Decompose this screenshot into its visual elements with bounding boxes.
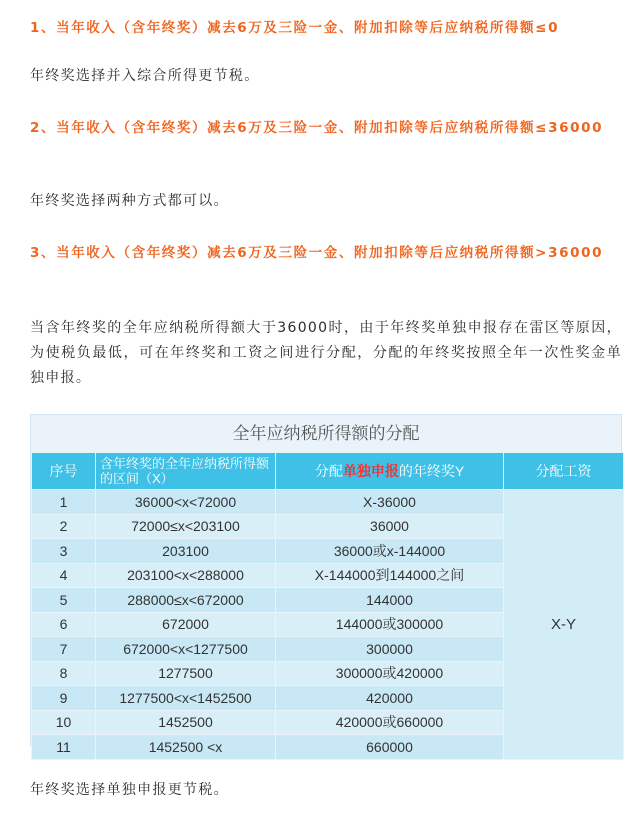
cell-bonus: 36000 — [276, 514, 504, 539]
header-bonus — [276, 453, 504, 490]
cell-range: 72000≤x<203100 — [96, 514, 276, 539]
allocation-table — [31, 452, 624, 760]
cell-index: 1 — [32, 490, 96, 515]
paragraph-case-1: 年终奖选择并入综合所得更节税。 — [30, 68, 260, 84]
cell-bonus: X-144000到144000之间 — [276, 563, 504, 588]
cell-index: 8 — [32, 661, 96, 686]
cell-index: 2 — [32, 514, 96, 539]
cell-bonus: 660000 — [276, 735, 504, 760]
cell-index: 4 — [32, 563, 96, 588]
allocation-table-image — [30, 414, 622, 755]
cell-range: 36000<x<72000 — [96, 490, 276, 515]
cell-index: 9 — [32, 686, 96, 711]
cell-range: 288000≤x<672000 — [96, 588, 276, 613]
cell-bonus: 300000或420000 — [276, 661, 504, 686]
header-bonus-prefix: 分配 — [314, 463, 343, 479]
cell-index: 11 — [32, 735, 96, 760]
table-row — [32, 490, 624, 515]
cell-range: 672000<x<1277500 — [96, 637, 276, 662]
cell-index: 6 — [32, 612, 96, 637]
cell-bonus: 300000 — [276, 637, 504, 662]
paragraph-case-3: 当含年终奖的全年应纳税所得额大于36000时，由于年终奖单独申报存在雷区等原因，为使税负最低，可在年终奖和工资之间进行分配，分配的年终奖按照全年一次性奖金单独申报。 — [30, 320, 622, 386]
cell-bonus: 420000 — [276, 686, 504, 711]
cell-range: 1277500<x<1452500 — [96, 686, 276, 711]
cell-bonus: 36000或x-144000 — [276, 539, 504, 564]
cell-bonus: 144000 — [276, 588, 504, 613]
cell-bonus: X-36000 — [276, 490, 504, 515]
cell-range: 203100 — [96, 539, 276, 564]
table-title: 全年应纳税所得额的分配 — [232, 424, 420, 443]
paragraph-case-2: 年终奖选择两种方式都可以。 — [30, 193, 229, 209]
header-salary: 分配工资 — [504, 453, 624, 490]
paragraph-conclusion: 年终奖选择单独申报更节税。 — [30, 782, 229, 798]
cell-range: 1277500 — [96, 661, 276, 686]
cell-range: 1452500 <x — [96, 735, 276, 760]
heading-case-3: 3、当年收入（含年终奖）减去6万及三险一金、附加扣除等后应纳税所得额>36000 — [30, 245, 604, 261]
cell-bonus: 144000或300000 — [276, 612, 504, 637]
cell-range: 672000 — [96, 612, 276, 637]
header-range: 含年终奖的全年应纳税所得额的区间（X） — [96, 453, 276, 490]
cell-index: 3 — [32, 539, 96, 564]
cell-range: 1452500 — [96, 710, 276, 735]
header-bonus-highlight: 单独申报 — [342, 463, 399, 479]
cell-index: 10 — [32, 710, 96, 735]
heading-case-2: 2、当年收入（含年终奖）减去6万及三险一金、附加扣除等后应纳税所得额≤36000 — [30, 120, 604, 136]
cell-salary: X-Y — [504, 490, 624, 760]
heading-case-1: 1、当年收入（含年终奖）减去6万及三险一金、附加扣除等后应纳税所得额≤0 — [30, 20, 560, 36]
header-bonus-suffix: 的年终奖Y — [398, 463, 465, 479]
cell-index: 7 — [32, 637, 96, 662]
cell-range: 203100<x<288000 — [96, 563, 276, 588]
table-header-row — [32, 453, 624, 490]
header-index: 序号 — [32, 453, 96, 490]
cell-bonus: 420000或660000 — [276, 710, 504, 735]
cell-index: 5 — [32, 588, 96, 613]
